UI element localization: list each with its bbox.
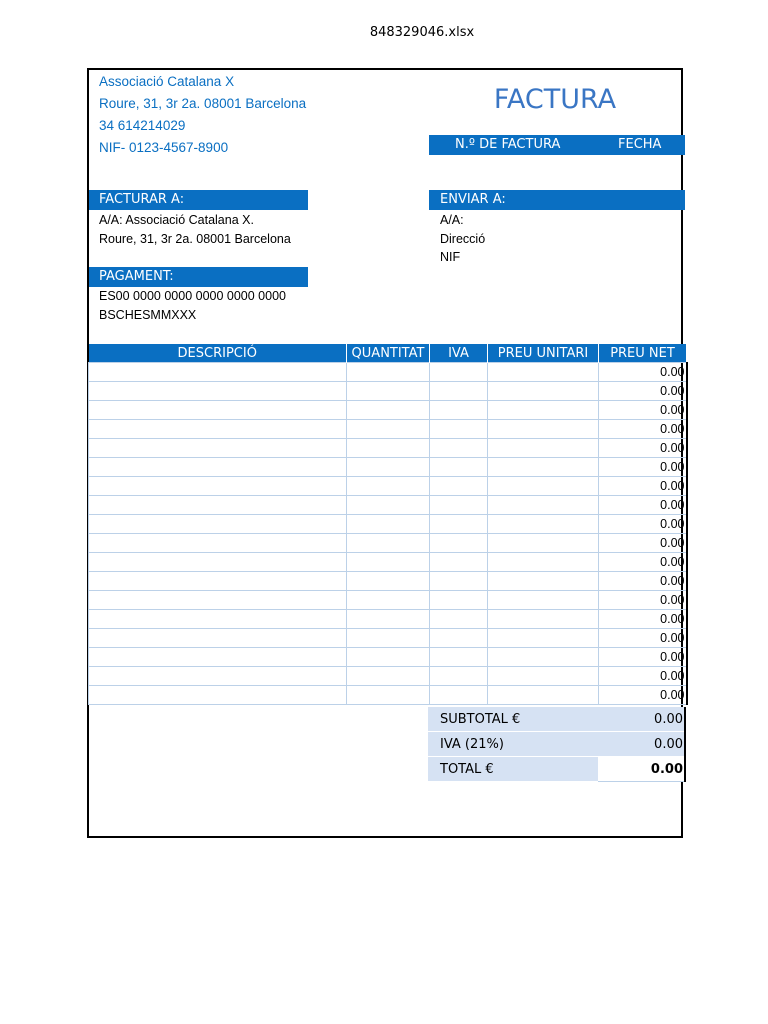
net-price-cell[interactable]: 0.00 [599,553,687,572]
quantity-cell[interactable] [347,401,430,420]
description-cell[interactable] [89,629,347,648]
description-cell[interactable] [89,496,347,515]
unit-price-cell[interactable] [488,629,599,648]
column-header-iva: IVA [430,344,488,363]
column-header-net-price: PREU NET [599,344,687,363]
net-price-cell[interactable]: 0.00 [599,534,687,553]
iva-label: IVA (21%) [428,732,598,757]
table-row [89,477,687,496]
invoice-number-label: N.º DE FACTURA [455,137,561,152]
quantity-cell[interactable] [347,477,430,496]
quantity-cell[interactable] [347,515,430,534]
items-table [88,344,688,705]
unit-price-cell[interactable] [488,382,599,401]
iva-cell[interactable] [430,439,488,458]
net-price-cell[interactable]: 0.00 [599,648,687,667]
invoice-number-date-header [429,135,685,155]
iva-cell[interactable] [430,648,488,667]
net-price-cell[interactable]: 0.00 [599,401,687,420]
total-value[interactable]: 0.00 [598,757,685,782]
net-price-cell[interactable]: 0.00 [599,572,687,591]
quantity-cell[interactable] [347,667,430,686]
table-row [89,591,687,610]
unit-price-cell[interactable] [488,439,599,458]
subtotal-label: SUBTOTAL € [428,707,598,732]
iva-cell[interactable] [430,382,488,401]
iva-cell[interactable] [430,477,488,496]
quantity-cell[interactable] [347,629,430,648]
bill-to-line1: A/A: Associació Catalana X. [99,213,254,227]
net-price-cell[interactable]: 0.00 [599,420,687,439]
table-row [89,553,687,572]
bill-to-line2: Roure, 31, 3r 2a. 08001 Barcelona [99,232,291,246]
description-cell[interactable] [89,363,347,382]
iva-cell[interactable] [430,534,488,553]
quantity-cell[interactable] [347,534,430,553]
net-price-cell[interactable]: 0.00 [599,458,687,477]
unit-price-cell[interactable] [488,420,599,439]
subtotal-row [428,707,685,732]
net-price-cell[interactable]: 0.00 [599,439,687,458]
description-cell[interactable] [89,553,347,572]
company-phone: 34 614214029 [99,118,186,133]
table-row [89,610,687,629]
table-row [89,686,687,705]
table-row [89,458,687,477]
ship-to-line3: NIF [440,250,461,264]
description-cell[interactable] [89,686,347,705]
description-cell[interactable] [89,534,347,553]
table-row [89,496,687,515]
company-address: Roure, 31, 3r 2a. 08001 Barcelona [99,96,307,111]
unit-price-cell[interactable] [488,363,599,382]
table-row [89,534,687,553]
file-name: 848329046.xlsx [369,25,475,40]
quantity-cell[interactable] [347,686,430,705]
description-cell[interactable] [89,458,347,477]
quantity-cell[interactable] [347,363,430,382]
description-cell[interactable] [89,515,347,534]
column-header-quantity: QUANTITAT [347,344,430,363]
unit-price-cell[interactable] [488,496,599,515]
subtotal-value[interactable]: 0.00 [598,707,685,732]
net-price-cell[interactable]: 0.00 [599,629,687,648]
net-price-cell[interactable]: 0.00 [599,477,687,496]
table-row [89,439,687,458]
unit-price-cell[interactable] [488,572,599,591]
iva-cell[interactable] [430,496,488,515]
payment-header: PAGAMENT: [89,267,308,287]
ship-to-line1: A/A: [440,213,464,227]
unit-price-cell[interactable] [488,648,599,667]
table-row [89,515,687,534]
iva-value[interactable]: 0.00 [598,732,685,757]
items-table-header-row [89,344,687,363]
iva-cell[interactable] [430,610,488,629]
iva-cell[interactable] [430,515,488,534]
table-row [89,363,687,382]
table-row [89,420,687,439]
quantity-cell[interactable] [347,591,430,610]
description-cell[interactable] [89,591,347,610]
unit-price-cell[interactable] [488,553,599,572]
description-cell[interactable] [89,667,347,686]
description-cell[interactable] [89,648,347,667]
quantity-cell[interactable] [347,496,430,515]
totals-table [428,707,686,782]
quantity-cell[interactable] [347,610,430,629]
unit-price-cell[interactable] [488,591,599,610]
invoice-title: FACTURA [493,84,617,115]
unit-price-cell[interactable] [488,610,599,629]
iva-cell[interactable] [430,363,488,382]
net-price-cell[interactable]: 0.00 [599,610,687,629]
net-price-cell[interactable]: 0.00 [599,667,687,686]
unit-price-cell[interactable] [488,401,599,420]
net-price-cell[interactable]: 0.00 [599,363,687,382]
unit-price-cell[interactable] [488,477,599,496]
company-name: Associació Catalana X [99,74,235,89]
payment-iban: ES00 0000 0000 0000 0000 0000 [99,289,286,303]
description-cell[interactable] [89,382,347,401]
table-row [89,667,687,686]
payment-bic: BSCHESMMXXX [99,308,197,322]
description-cell[interactable] [89,610,347,629]
description-cell[interactable] [89,572,347,591]
description-cell[interactable] [89,401,347,420]
unit-price-cell[interactable] [488,458,599,477]
iva-cell[interactable] [430,572,488,591]
unit-price-cell[interactable] [488,686,599,705]
description-cell[interactable] [89,420,347,439]
quantity-cell[interactable] [347,382,430,401]
net-price-cell[interactable]: 0.00 [599,515,687,534]
description-cell[interactable] [89,439,347,458]
iva-cell[interactable] [430,553,488,572]
ship-to-header: ENVIAR A: [429,190,685,210]
quantity-cell[interactable] [347,553,430,572]
column-header-description: DESCRIPCIÓ [89,344,347,363]
iva-cell[interactable] [430,629,488,648]
unit-price-cell[interactable] [488,534,599,553]
table-row [89,629,687,648]
table-row [89,382,687,401]
bill-to-header: FACTURAR A: [89,190,308,210]
net-price-cell[interactable]: 0.00 [599,382,687,401]
net-price-cell[interactable]: 0.00 [599,496,687,515]
unit-price-cell[interactable] [488,667,599,686]
iva-cell[interactable] [430,686,488,705]
quantity-cell[interactable] [347,572,430,591]
ship-to-line2: Direcció [440,232,486,246]
total-label: TOTAL € [428,757,598,782]
quantity-cell[interactable] [347,458,430,477]
net-price-cell[interactable]: 0.00 [599,591,687,610]
iva-cell[interactable] [430,458,488,477]
column-header-unit-price: PREU UNITARI [488,344,599,363]
iva-cell[interactable] [430,667,488,686]
invoice-date-label: FECHA [618,137,662,152]
table-row [89,401,687,420]
table-row [89,572,687,591]
unit-price-cell[interactable] [488,515,599,534]
quantity-cell[interactable] [347,420,430,439]
iva-cell[interactable] [430,401,488,420]
iva-cell[interactable] [430,420,488,439]
description-cell[interactable] [89,477,347,496]
iva-row [428,732,685,757]
total-row [428,757,685,782]
table-row [89,648,687,667]
quantity-cell[interactable] [347,439,430,458]
net-price-cell[interactable]: 0.00 [599,686,687,705]
quantity-cell[interactable] [347,648,430,667]
iva-cell[interactable] [430,591,488,610]
company-nif: NIF- 0123-4567-8900 [99,140,229,155]
